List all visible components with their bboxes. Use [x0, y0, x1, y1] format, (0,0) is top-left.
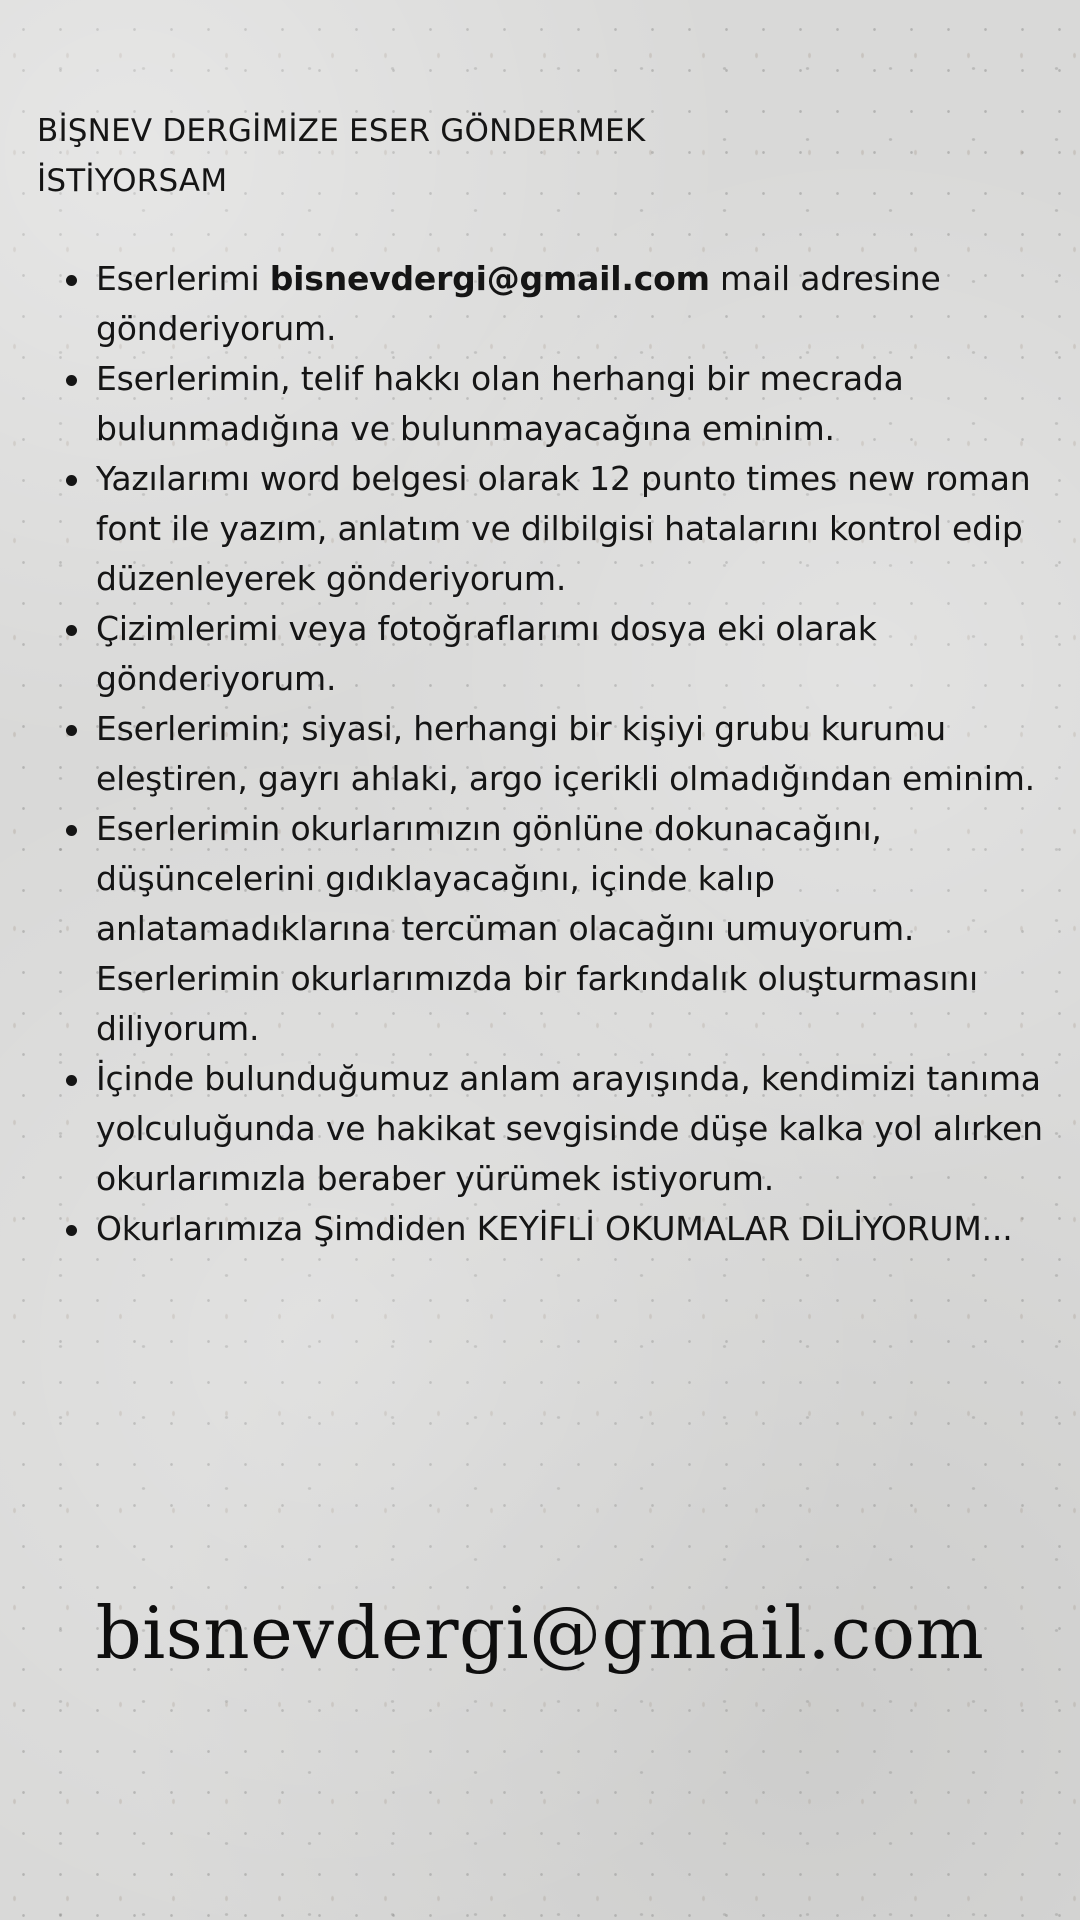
list-item-attachments: Çizimlerimi veya fotoğraflarımı dosya eki olarak gönderiyorum. [96, 604, 1076, 704]
list-item-closing: Okurlarımıza Şimdiden KEYİFLİ OKUMALAR DİLİYORUM... [96, 1204, 1076, 1254]
list-item-email-prefix: Eserlerimi [96, 259, 270, 298]
list-item-email [96, 254, 1076, 354]
list-item-hopes: Eserlerimin okurlarımızın gönlüne dokunacağını, düşüncelerini gıdıklayacağını, içinde kalıp anlatamadıklarına tercüman olacağını umuyorum. Eserlerimin okurlarımızda bir farkındalık oluşturmasını diliyorum. [96, 804, 1076, 1054]
submission-email-inline: bisnevdergi@gmail.com [269, 259, 710, 298]
page-title-line-1: BİŞNEV DERGİMİZE ESER GÖNDERMEK [37, 113, 646, 149]
list-item-email-suffix: mail adresine gönderiyorum. [96, 259, 941, 348]
list-item-format: Yazılarımı word belgesi olarak 12 punto times new roman font ile yazım, anlatım ve dilbilgisi hatalarını kontrol edip düzenleyerek gönderiyorum. [96, 454, 1076, 604]
list-item-content-policy: Eserlerimin; siyasi, herhangi bir kişiyi grubu kurumu eleştiren, gayrı ahlaki, argo içerikli olmadığından eminim. [96, 704, 1076, 804]
page-title [37, 106, 817, 206]
list-item-journey: İçinde bulunduğumuz anlam arayışında, kendimizi tanıma yolculuğunda ve hakikat sevgisinde düşe kalka yol alırken okurlarımızla beraber yürümek istiyorum. [96, 1054, 1076, 1204]
list-item-copyright: Eserlerimin, telif hakkı olan herhangi bir mecrada bulunmadığına ve bulunmayacağına eminim. [96, 354, 1076, 454]
footer-email: bisnevdergi@gmail.com [95, 1591, 985, 1675]
page-title-line-2: İSTİYORSAM [37, 163, 228, 199]
guidelines-list [60, 254, 1076, 1254]
